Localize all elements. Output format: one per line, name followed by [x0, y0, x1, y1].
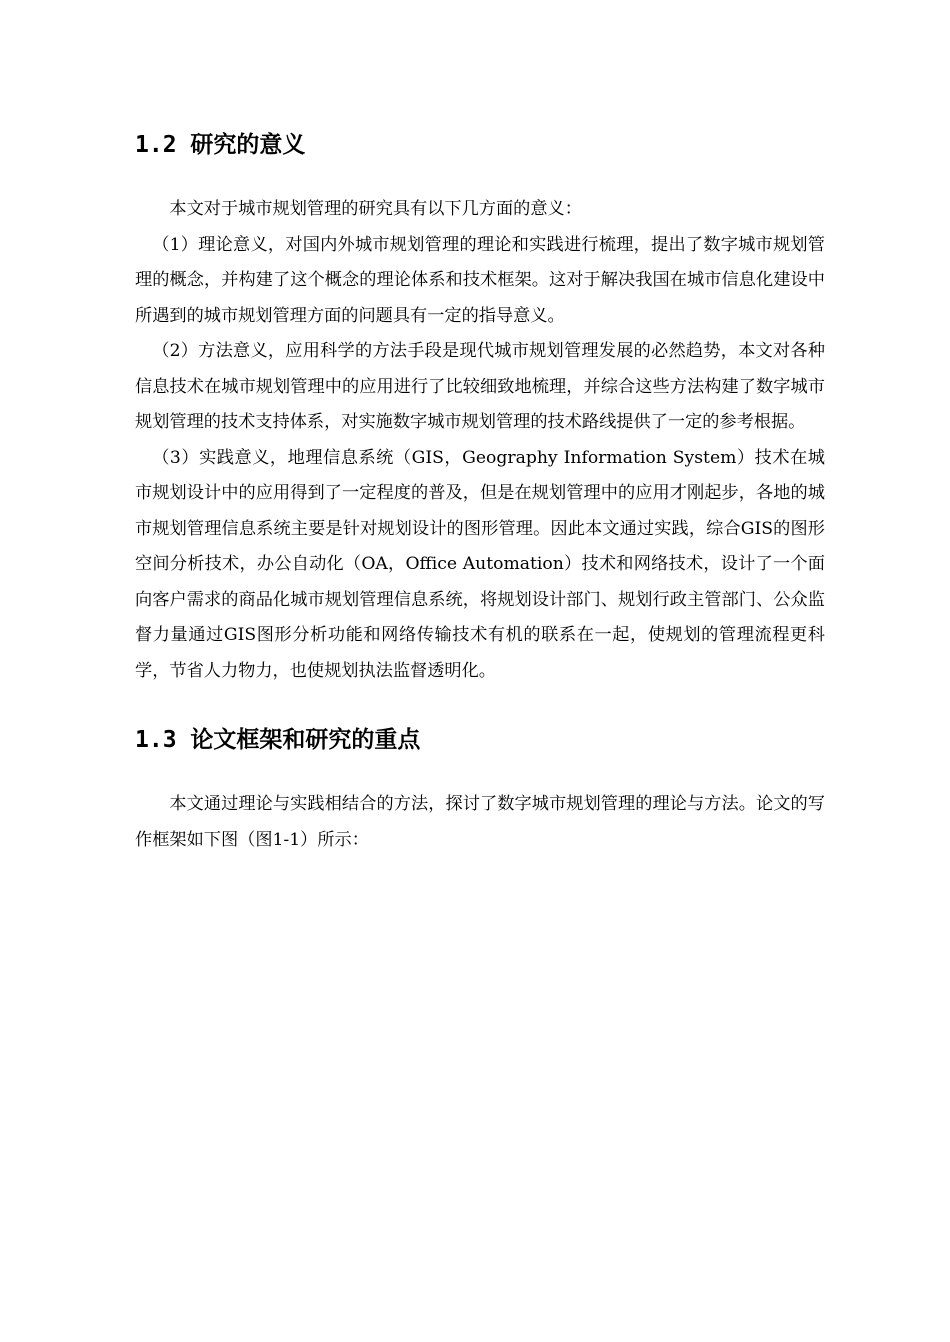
- section-1-2-intro: 本文对于城市规划管理的研究具有以下几方面的意义：: [169, 199, 582, 219]
- page-content: [135, 128, 825, 858]
- section-heading-1-3: 1.3 论文框架和研究的重点: [135, 727, 421, 753]
- spacer: [135, 757, 825, 787]
- section-1-3-paragraph: 本文通过理论与实践相结合的方法，探讨了数字城市规划管理的理论与方法。论文的写作框架如下图（图1-1）所示：: [135, 794, 825, 850]
- spacer: [135, 689, 825, 723]
- section-1-2-item-practice: （3）实践意义，地理信息系统（GIS，Geography Information System）技术在城市规划设计中的应用得到了一定程度的普及，但是在规划管理中的应用才刚起步，各地的城市规划管理信息系统主要是针对规划设计的图形管理。因此本文通过实践，综合GIS的图形空间分析技术，办公自动化（OA，Office Automation）技术和网络技术，设计了一个面向客户需求的商品化城市规划管理信息系统，将规划设计部门、规划行政主管部门、公众监督力量通过GIS图形分析功能和网络传输技术有机的联系在一起，使规划的管理流程更科学，节省人力物力，也使规划执法监督透明化。: [135, 447, 825, 681]
- spacer: [135, 162, 825, 192]
- section-heading-1-2: 1.2 研究的意义: [135, 132, 306, 158]
- section-1-2-item-theory: （1）理论意义，对国内外城市规划管理的理论和实践进行梳理，提出了数字城市规划管理的概念，并构建了这个概念的理论体系和技术框架。这对于解决我国在城市信息化建设中所遇到的城市规划管理方面的问题具有一定的指导意义。: [135, 234, 825, 326]
- section-1-2-item-method: （2）方法意义，应用科学的方法手段是现代城市规划管理发展的必然趋势，本文对各种信息技术在城市规划管理中的应用进行了比较细致地梳理，并综合这些方法构建了数字城市规划管理的技术支持体系，对实施数字城市规划管理的技术路线提供了一定的参考根据。: [135, 341, 825, 432]
